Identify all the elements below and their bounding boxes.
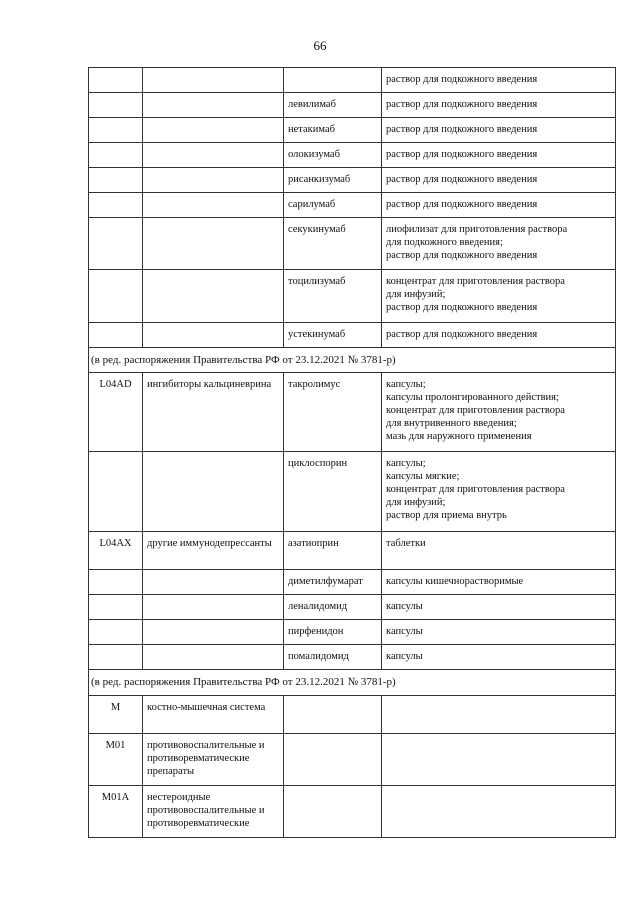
dosage-form-line: для инфузий;	[386, 289, 446, 300]
table-row	[89, 68, 616, 93]
atc-code-cell	[89, 93, 143, 118]
table-row	[89, 734, 616, 786]
table-row	[89, 93, 616, 118]
amendment-note: (в ред. распоряжения Правительства РФ от 23.12.2021 № 3781-р)	[89, 670, 616, 696]
table-row	[89, 645, 616, 670]
atc-code-cell: M01A	[89, 786, 143, 838]
table-row	[89, 595, 616, 620]
atc-code-cell: M	[89, 696, 143, 734]
pharm-group-cell	[143, 168, 284, 193]
dosage-form-cell	[382, 373, 616, 452]
atc-code-cell	[89, 645, 143, 670]
dosage-form-line: раствор для подкожного введения	[386, 124, 538, 135]
atc-code-cell	[89, 570, 143, 595]
dosage-form-cell	[382, 270, 616, 323]
drug-name-cell: сарилумаб	[284, 193, 382, 218]
table-row	[89, 193, 616, 218]
amendment-note: (в ред. распоряжения Правительства РФ от 23.12.2021 № 3781-р)	[89, 348, 616, 373]
dosage-form-line: раствор для подкожного введения	[386, 329, 538, 340]
pharm-group-cell	[143, 270, 284, 323]
dosage-form-cell	[382, 620, 616, 645]
pharm-group-cell	[143, 452, 284, 532]
atc-code-cell	[89, 218, 143, 270]
dosage-form-line: раствор для подкожного введения	[386, 174, 538, 185]
pharm-group-cell	[143, 93, 284, 118]
dosage-form-line: концентрат для приготовления раствора	[386, 405, 565, 416]
pharm-group-cell	[143, 193, 284, 218]
amendment-note-row	[89, 670, 616, 696]
atc-code-cell	[89, 323, 143, 348]
dosage-form-line: капсулы;	[386, 379, 426, 390]
dosage-form-line: раствор для подкожного введения	[386, 250, 538, 261]
table-row	[89, 218, 616, 270]
drug-name-cell: левилимаб	[284, 93, 382, 118]
drug-name-cell: азатиоприн	[284, 532, 382, 570]
dosage-form-line: таблетки	[386, 538, 426, 549]
atc-code-cell	[89, 143, 143, 168]
drug-name-cell: рисанкизумаб	[284, 168, 382, 193]
dosage-form-line: для подкожного введения;	[386, 237, 503, 248]
drug-name-cell: олокизумаб	[284, 143, 382, 168]
dosage-form-cell	[382, 218, 616, 270]
dosage-form-line: лиофилизат для приготовления раствора	[386, 224, 568, 235]
pharm-group-cell	[143, 323, 284, 348]
dosage-form-line: концентрат для приготовления раствора	[386, 276, 565, 287]
dosage-form-line: раствор для подкожного введения	[386, 74, 538, 85]
dosage-form-cell	[382, 452, 616, 532]
page-number: 66	[313, 38, 327, 53]
pharm-group-cell	[143, 595, 284, 620]
pharm-group-cell: противовоспалительные и противоревматические препараты	[143, 734, 284, 786]
dosage-form-cell	[382, 645, 616, 670]
table-row	[89, 532, 616, 570]
drug-name-cell: помалидомид	[284, 645, 382, 670]
table-row	[89, 570, 616, 595]
dosage-form-line: для внутривенного введения;	[386, 418, 517, 429]
pharm-group-cell: другие иммунодепрессанты	[143, 532, 284, 570]
dosage-form-line: капсулы	[386, 651, 423, 662]
drug-name-cell: циклоспорин	[284, 452, 382, 532]
atc-code-cell	[89, 270, 143, 323]
dosage-form-cell	[382, 323, 616, 348]
atc-code-cell	[89, 193, 143, 218]
table-row	[89, 696, 616, 734]
table-row	[89, 168, 616, 193]
atc-code-cell	[89, 68, 143, 93]
atc-code-cell	[89, 118, 143, 143]
atc-code-cell	[89, 452, 143, 532]
dosage-form-line: капсулы;	[386, 458, 426, 469]
dosage-form-cell	[382, 143, 616, 168]
drug-name-cell: тоцилизумаб	[284, 270, 382, 323]
atc-code-cell	[89, 620, 143, 645]
table-row	[89, 323, 616, 348]
table-row	[89, 620, 616, 645]
drug-name-cell	[284, 734, 382, 786]
dosage-form-line: капсулы пролонгированного действия;	[386, 392, 559, 403]
drug-name-cell: устекинумаб	[284, 323, 382, 348]
drug-name-cell	[284, 696, 382, 734]
dosage-form-cell	[382, 168, 616, 193]
drug-name-cell: секукинумаб	[284, 218, 382, 270]
pharm-group-cell	[143, 570, 284, 595]
atc-code-cell: M01	[89, 734, 143, 786]
drug-list-table	[88, 67, 616, 838]
dosage-form-line: раствор для приема внутрь	[386, 510, 507, 521]
drug-name-cell: леналидомид	[284, 595, 382, 620]
dosage-form-line: капсулы	[386, 601, 423, 612]
dosage-form-line: мазь для наружного применения	[386, 431, 532, 442]
dosage-form-cell	[382, 786, 616, 838]
drug-name-cell: пирфенидон	[284, 620, 382, 645]
pharm-group-cell	[143, 620, 284, 645]
table-body	[89, 68, 616, 838]
atc-code-cell	[89, 168, 143, 193]
atc-code-cell: L04AD	[89, 373, 143, 452]
dosage-form-cell	[382, 193, 616, 218]
dosage-form-cell	[382, 93, 616, 118]
dosage-form-line: раствор для подкожного введения	[386, 302, 538, 313]
dosage-form-line: капсулы мягкие;	[386, 471, 460, 482]
dosage-form-cell	[382, 68, 616, 93]
drug-name-cell: диметилфумарат	[284, 570, 382, 595]
atc-code-cell: L04AX	[89, 532, 143, 570]
dosage-form-cell	[382, 532, 616, 570]
table-row	[89, 143, 616, 168]
dosage-form-cell	[382, 595, 616, 620]
drug-name-cell	[284, 68, 382, 93]
table-row	[89, 786, 616, 838]
dosage-form-line: раствор для подкожного введения	[386, 149, 538, 160]
amendment-note-row	[89, 348, 616, 373]
dosage-form-cell	[382, 734, 616, 786]
pharm-group-cell: ингибиторы кальциневрина	[143, 373, 284, 452]
dosage-form-line: капсулы кишечнорастворимые	[386, 576, 524, 587]
drug-name-cell: такролимус	[284, 373, 382, 452]
pharm-group-cell	[143, 218, 284, 270]
pharm-group-cell: костно-мышечная система	[143, 696, 284, 734]
atc-code-cell	[89, 595, 143, 620]
dosage-form-cell	[382, 696, 616, 734]
table-row	[89, 373, 616, 452]
pharm-group-cell	[143, 645, 284, 670]
dosage-form-cell	[382, 118, 616, 143]
pharm-group-cell	[143, 68, 284, 93]
pharm-group-cell	[143, 143, 284, 168]
drug-name-cell: нетакимаб	[284, 118, 382, 143]
drug-name-cell	[284, 786, 382, 838]
dosage-form-line: раствор для подкожного введения	[386, 99, 538, 110]
dosage-form-line: раствор для подкожного введения	[386, 199, 538, 210]
pharm-group-cell	[143, 118, 284, 143]
dosage-form-line: для инфузий;	[386, 497, 446, 508]
table-row	[89, 118, 616, 143]
dosage-form-cell	[382, 570, 616, 595]
pharm-group-cell: нестероидные противовоспалительные и противоревматические	[143, 786, 284, 838]
table-row	[89, 452, 616, 532]
table-row	[89, 270, 616, 323]
dosage-form-line: капсулы	[386, 626, 423, 637]
dosage-form-line: концентрат для приготовления раствора	[386, 484, 565, 495]
